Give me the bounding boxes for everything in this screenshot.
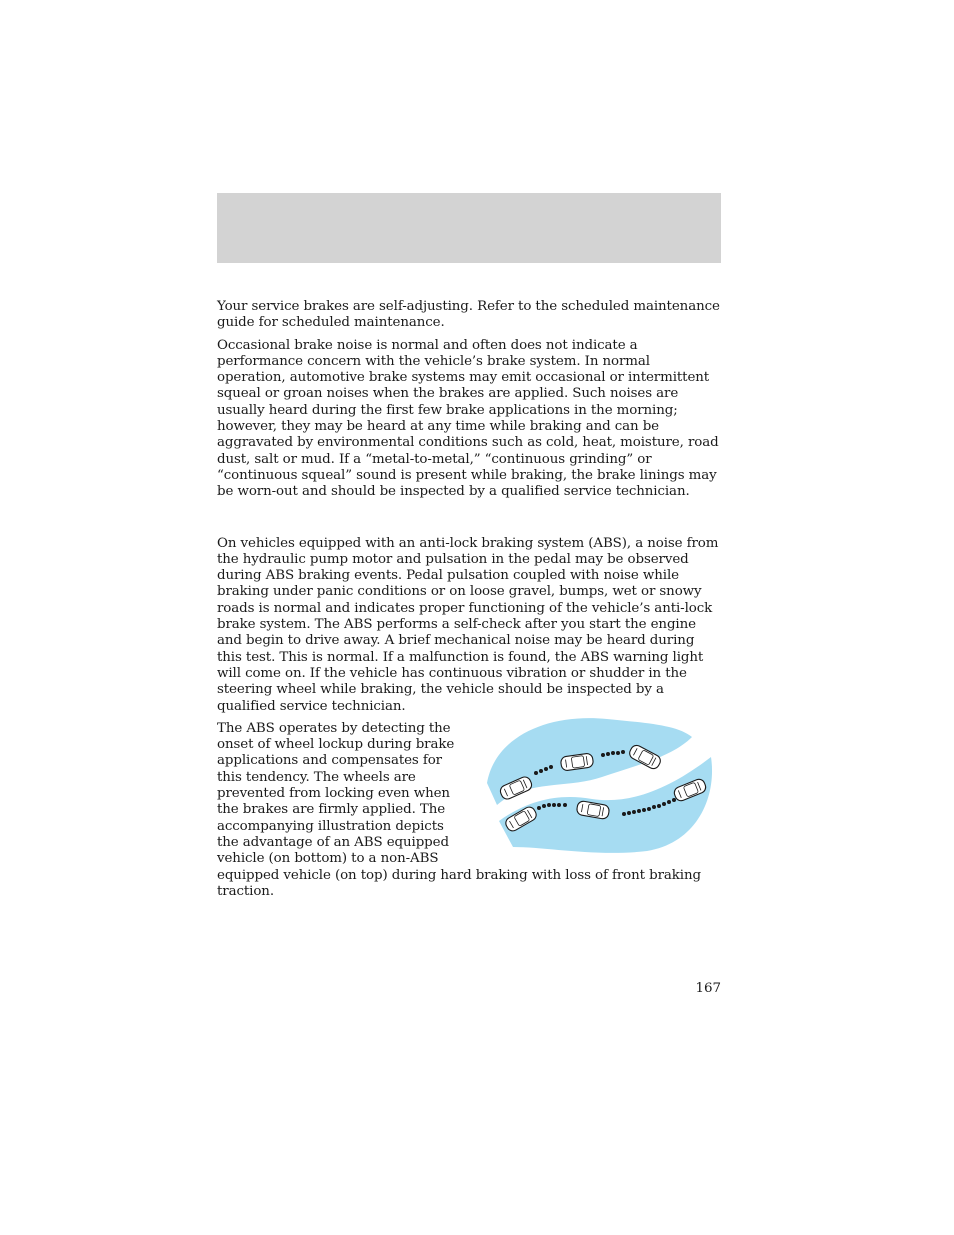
abs-explanation-block: [217, 721, 721, 900]
paragraph-brake-noise: Occasional brake noise is normal and often does not indicate a performance concern with the vehicle’s brake system. In normal operation, automotive brake systems may emit occasional or intermittent squeal or groan noises when the brakes are applied. Such noises are usually heard during the first few brake applications in the morning; however, they may be heard at any time while braking and can be aggravated by environmental conditions such as cold, heat, moisture, road dust, salt or mud. If a “metal-to-metal,” “continuous grinding” or “continuous squeal” sound is present while braking, the brake linings may be worn-out and should be inspected by a qualified service technician.: [217, 337, 719, 500]
paragraph-abs-operation-continued: equipped vehicle (on top) during hard braking with loss of front braking traction.: [217, 867, 701, 899]
paragraph-abs-operation: The ABS operates by detecting the onset of wheel lockup during brake applications and compensates for this tendency. The wheels are prevented from locking even when the brakes are firmly applied. The accompanying illustration depicts the advantage of an ABS equipped vehicle (on bottom) to a non-ABS: [217, 720, 455, 867]
paragraph-self-adjusting: Your service brakes are self-adjusting. Refer to the scheduled maintenance guide for scheduled maintenance.: [217, 299, 720, 331]
section-gap: [217, 507, 721, 536]
paragraph-abs-noise: On vehicles equipped with an anti-lock braking system (ABS), a noise from the hydraulic pump motor and pulsation in the pedal may be observed during ABS braking events. Pedal pulsation coupled with noise while braking under panic conditions or on loose gravel, bumps, wet or snowy roads is normal and indicates proper functioning of the vehicle’s anti-lock brake system. The ABS performs a self-check after you start the engine and begin to drive away. A brief mechanical noise may be heard during this test. This is normal. If a malfunction is found, the ABS warning light will come on. If the vehicle has continuous vibration or shudder in the steering wheel while braking, the vehicle should be inspected by a qualified service technician.: [217, 535, 719, 714]
page-number: 167: [695, 981, 721, 996]
abs-comparison-illustration: [487, 717, 715, 853]
page-content: [217, 299, 721, 900]
section-header-band: [217, 193, 721, 263]
